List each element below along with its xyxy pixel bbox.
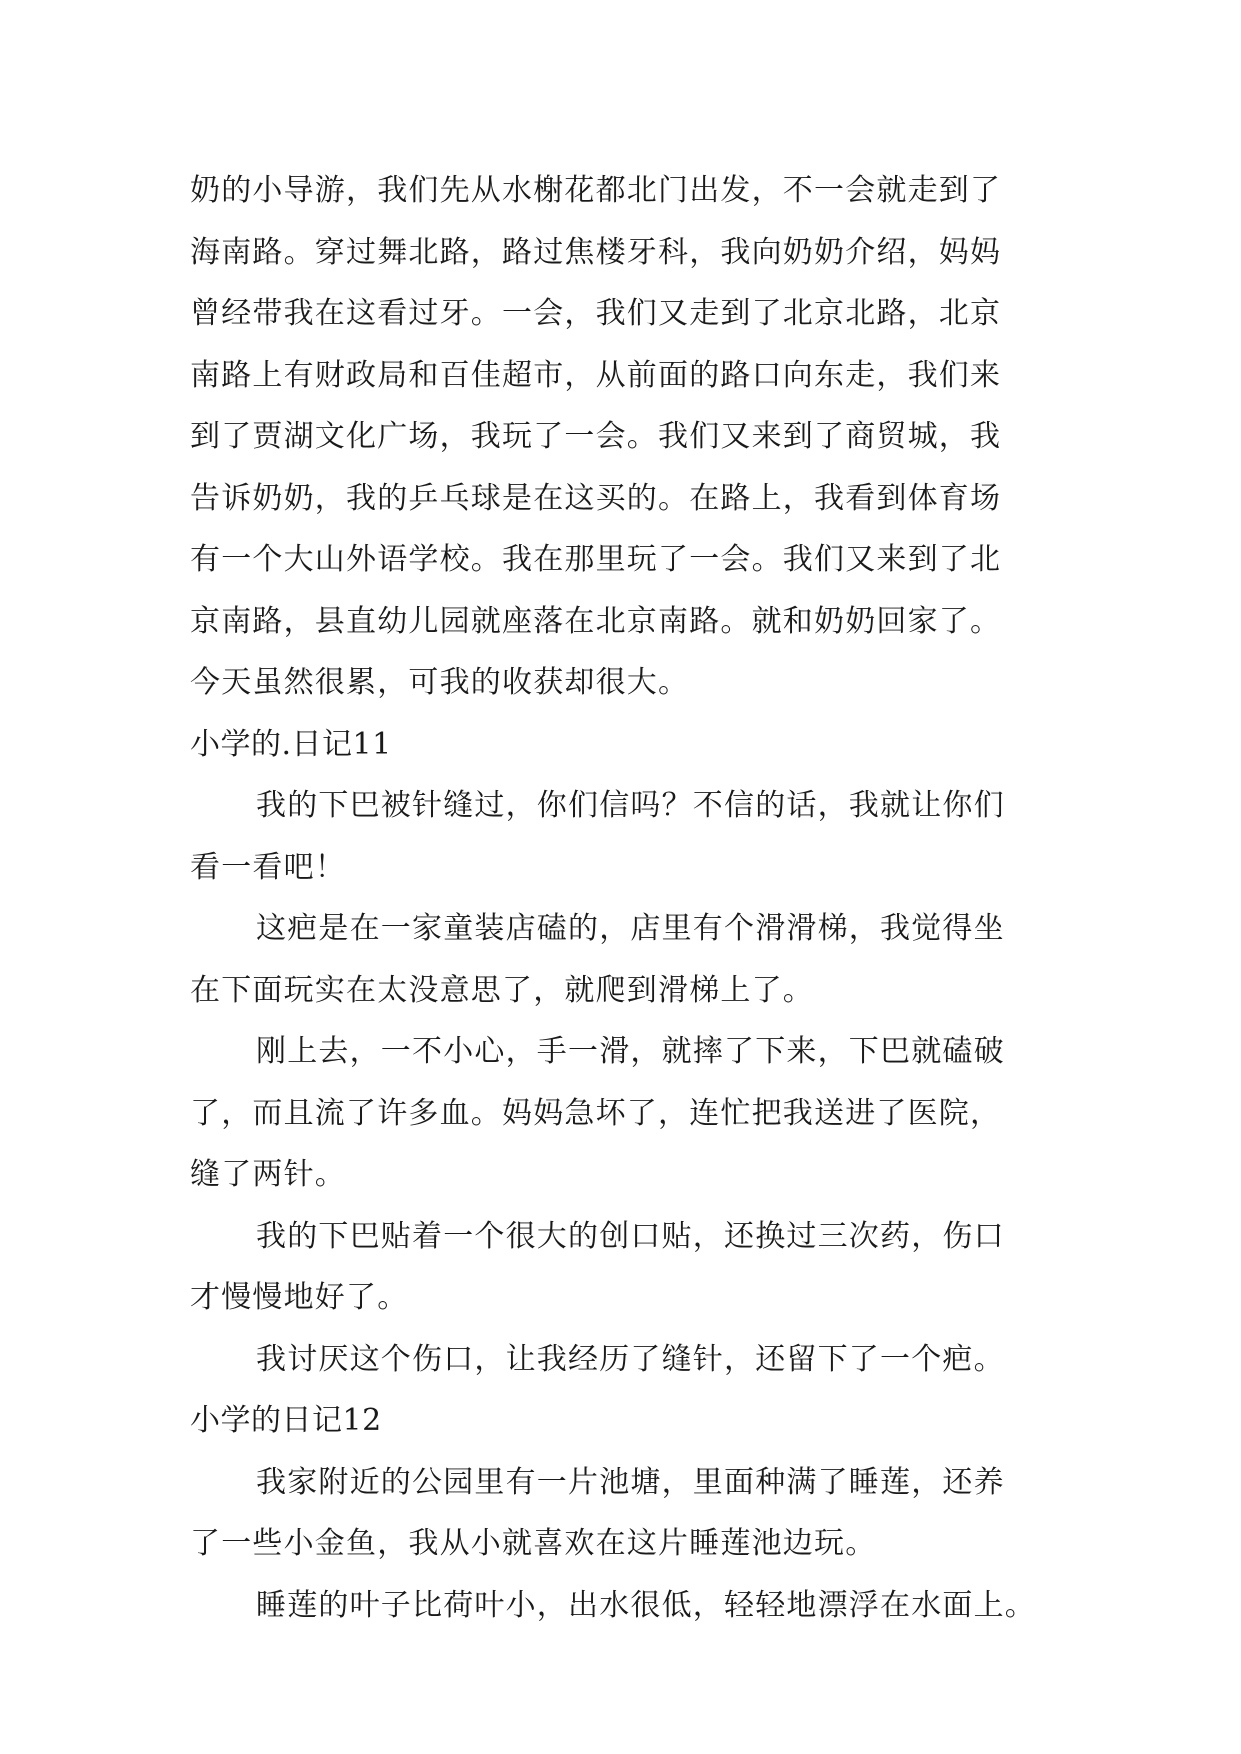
paragraph-first-line: 刚上去，一不小心，手一滑，就摔了下来，下巴就磕破 xyxy=(256,1034,1005,1069)
paragraph-first-line: 这疤是在一家童装店磕的，店里有个滑滑梯，我觉得坐 xyxy=(256,911,1005,946)
section-heading: 小学的.日记11 xyxy=(190,726,392,762)
text-line: 今天虽然很累，可我的收获却很大。 xyxy=(190,665,690,700)
text-line: 了，而且流了许多血。妈妈急坏了，连忙把我送进了医院， xyxy=(190,1095,1002,1131)
text-line: 南路上有财政局和百佳超市，从前面的路口向东走，我们来 xyxy=(190,357,1002,393)
text-line: 奶的小导游，我们先从水榭花都北门出发，不一会就走到了 xyxy=(190,173,1002,208)
paragraph-first-line: 我的下巴贴着一个很大的创口贴，还换过三次药，伤口 xyxy=(256,1218,1005,1254)
paragraph-first-line: 我的下巴被针缝过，你们信吗？不信的话，我就让你们 xyxy=(256,788,1005,823)
text-line: 看一看吧！ xyxy=(190,849,346,885)
text-line: 海南路。穿过舞北路，路过焦楼牙科，我向奶奶介绍，妈妈 xyxy=(190,234,1002,270)
text-line: 有一个大山外语学校。我在那里玩了一会。我们又来到了北 xyxy=(190,542,1002,577)
text-line: 到了贾湖文化广场，我玩了一会。我们又来到了商贸城，我 xyxy=(190,419,1002,454)
text-line: 告诉奶奶，我的乒乓球是在这买的。在路上，我看到体育场 xyxy=(190,480,1002,516)
paragraph-first-line: 我家附近的公园里有一片池塘，里面种满了睡莲，还养 xyxy=(256,1464,1005,1500)
text-line: 在下面玩实在太没意思了，就爬到滑梯上了。 xyxy=(190,972,814,1008)
paragraph-first-line: 我讨厌这个伤口，让我经历了缝针，还留下了一个疤。 xyxy=(256,1341,1005,1377)
text-line: 缝了两针。 xyxy=(190,1157,346,1192)
section-heading: 小学的日记12 xyxy=(190,1403,382,1438)
text-line: 曾经带我在这看过牙。一会，我们又走到了北京北路，北京 xyxy=(190,296,1002,331)
text-line: 了一些小金鱼，我从小就喜欢在这片睡莲池边玩。 xyxy=(190,1526,877,1561)
paragraph-first-line: 睡莲的叶子比荷叶小，出水很低，轻轻地漂浮在水面上。 xyxy=(256,1587,1036,1623)
text-line: 才慢慢地好了。 xyxy=(190,1280,409,1315)
document-body xyxy=(190,160,1070,1636)
text-line: 京南路，县直幼儿园就座落在北京南路。就和奶奶回家了。 xyxy=(190,603,1002,639)
